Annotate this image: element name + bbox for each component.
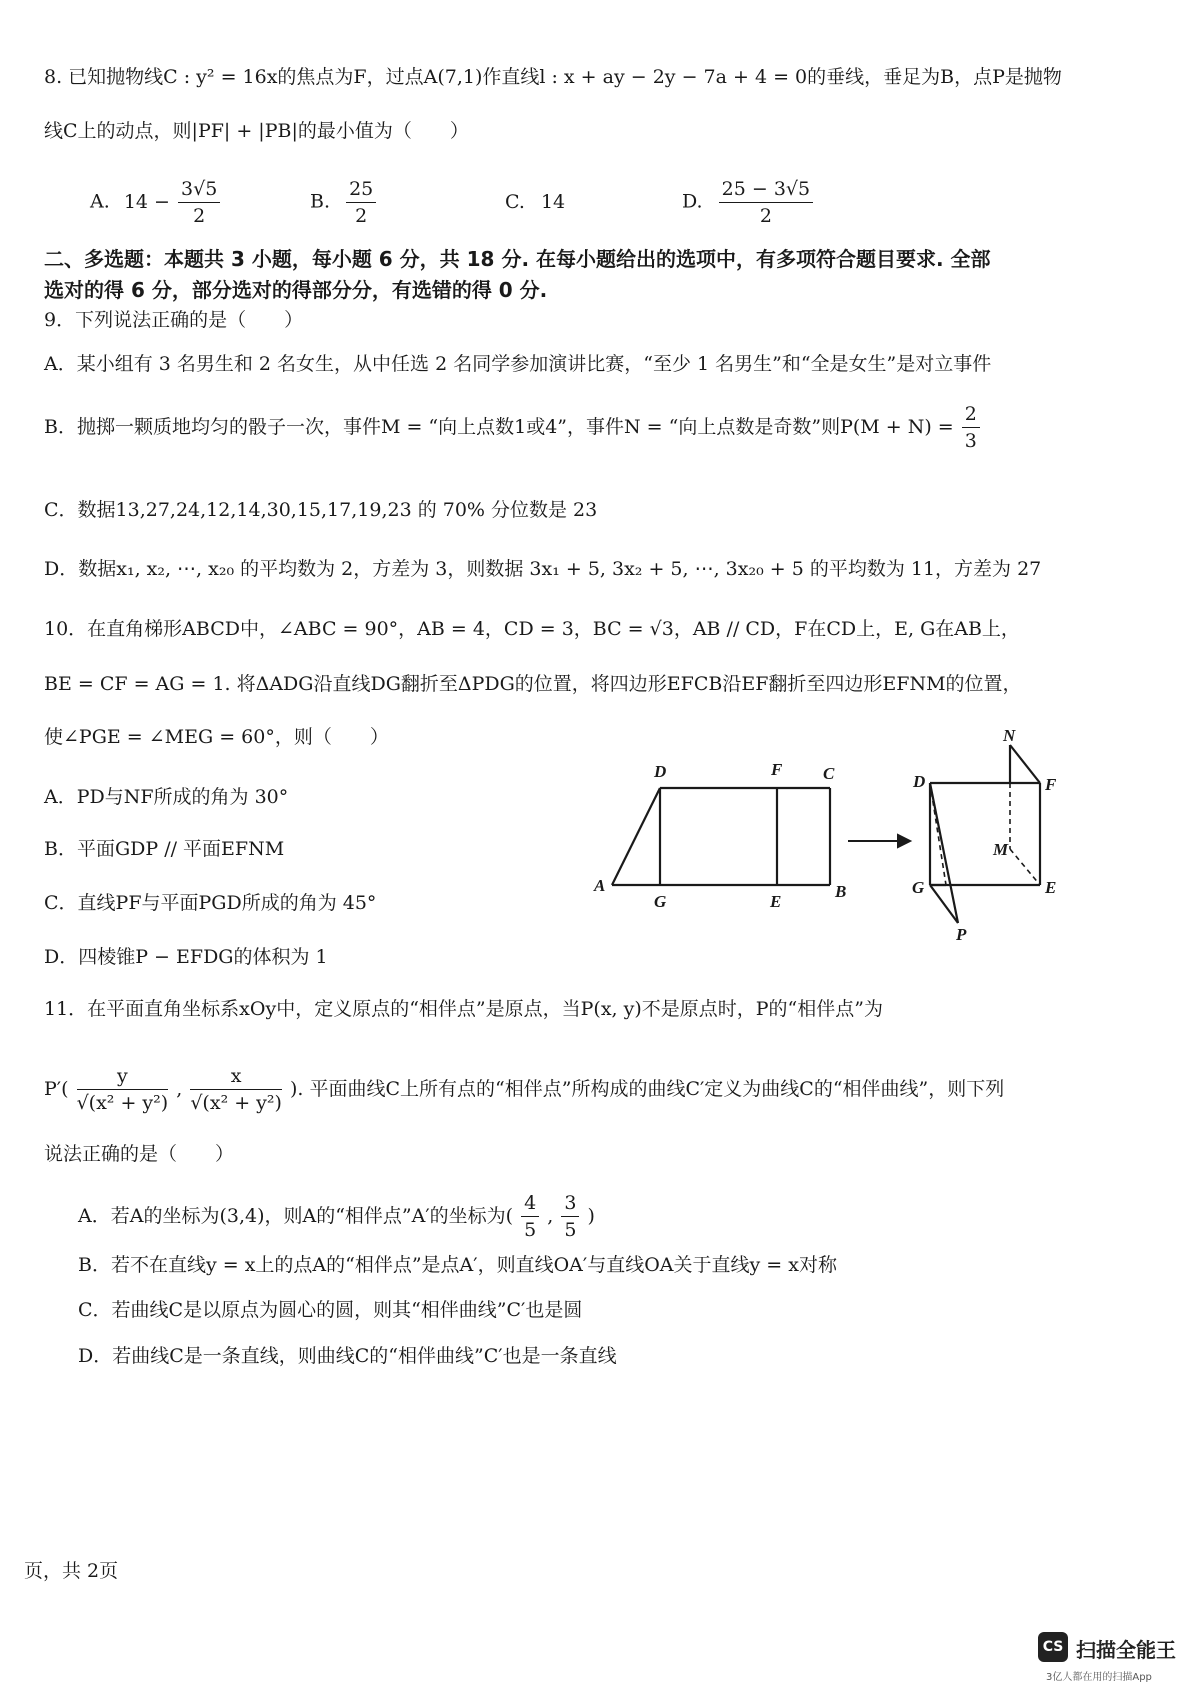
q8-line1: 8. 已知抛物线C : y² = 16x的焦点为F，过点A(7,1)作直线l : x + ay − 2y − 7a + 4 = 0的垂线，垂足为B，点P是抛物	[44, 66, 1062, 88]
q8-option-a	[90, 176, 222, 229]
fig-label-b: B	[835, 882, 847, 901]
fig-label-e: E	[770, 892, 782, 911]
q8-option-b-numerator: 25	[346, 176, 376, 203]
fig-label-p: P	[956, 925, 967, 944]
q11-fraction-1-denominator: √(x² + y²)	[76, 1091, 169, 1114]
fig-label-g: G	[654, 892, 667, 911]
q9-option-b-denominator: 3	[964, 429, 977, 452]
q9-option-b-fraction	[962, 401, 980, 454]
q8-option-a-fraction	[178, 176, 220, 229]
camscanner-watermark	[1038, 1632, 1188, 1682]
fig-label-f: F	[771, 760, 783, 779]
section-2-heading-line1: 二、多选题：本题共 3 小题，每小题 6 分，共 18 分. 在每小题给出的选项中，有多项符合题目要求. 全部	[44, 247, 991, 271]
q8-option-d-denominator: 2	[759, 205, 772, 227]
q11-pprime: P′(	[44, 1078, 69, 1100]
q9-option-c: C．数据13,27,24,12,14,30,15,17,19,23 的 70% 分位数是 23	[44, 499, 598, 521]
q11-option-a-close: )	[587, 1205, 595, 1227]
q8-option-d-numerator: 25 − 3√5	[719, 176, 813, 203]
q11-option-a-numerator-1: 4	[521, 1190, 539, 1217]
q10-option-b: B．平面GDP // 平面EFNM	[44, 838, 285, 860]
fig-label-e2: E	[1045, 878, 1057, 897]
q11-option-a-fraction-1	[521, 1190, 539, 1243]
q11-line2-text: ). 平面曲线C上所有点的“相伴点”所构成的曲线C′定义为曲线C的“相伴曲线”，则下列	[290, 1078, 1005, 1100]
q11-fraction-2-denominator: √(x² + y²)	[190, 1091, 282, 1114]
fig-label-a: A	[594, 876, 606, 895]
q8-option-a-label: A.	[90, 190, 110, 213]
fig-label-m: M	[993, 840, 1009, 859]
q11-line1: 11．在平面直角坐标系xOy中，定义原点的“相伴点”是原点，当P(x, y)不是原点时，P的“相伴点”为	[44, 998, 883, 1020]
q11-fraction-2-numerator: x	[190, 1063, 282, 1090]
q11-option-a-text: A．若A的坐标为(3,4)，则A的“相伴点”A′的坐标为(	[78, 1205, 514, 1227]
q11-fraction-1-numerator: y	[77, 1063, 169, 1090]
camscanner-subtitle: 3亿人都在用的扫描App	[1046, 1672, 1152, 1683]
q10-option-a: A．PD与NF所成的角为 30°	[44, 786, 289, 808]
section-2-heading-line2: 选对的得 6 分，部分选对的得部分分，有选错的得 0 分.	[44, 278, 548, 302]
q11-option-d: D．若曲线C是一条直线，则曲线C的“相伴曲线”C′也是一条直线	[78, 1345, 617, 1367]
q8-option-d-fraction	[719, 176, 813, 229]
q8-option-b-label: B.	[310, 190, 331, 213]
q11-option-a-numerator-2: 3	[561, 1190, 579, 1217]
q10-line3: 使∠PGE = ∠MEG = 60°，则（ ）	[44, 726, 389, 748]
q11-option-a	[78, 1185, 595, 1246]
q11-line3: 说法正确的是（ ）	[44, 1143, 235, 1165]
camscanner-logo-icon: CS	[1038, 1632, 1068, 1662]
fig-label-d2: D	[913, 772, 926, 791]
q8-option-d-label: D.	[682, 190, 703, 213]
q11-option-b: B．若不在直线y = x上的点A的“相伴点”是点A′，则直线OA′与直线OA关于直线y = x对称	[78, 1254, 837, 1276]
q9-stem: 9．下列说法正确的是（ ）	[44, 309, 304, 331]
q10-option-c: C．直线PF与平面PGD所成的角为 45°	[44, 892, 377, 914]
q10-geometry-figure	[590, 725, 1090, 945]
q8-option-b-fraction	[346, 176, 376, 229]
page-footer: 页，共 2页	[24, 1560, 119, 1582]
q11-option-a-denominator-2: 5	[564, 1218, 577, 1241]
q8-option-a-numerator: 3√5	[178, 176, 220, 203]
q9-option-b-numerator: 2	[962, 401, 980, 428]
q8-line2: 线C上的动点，则|PF| + |PB|的最小值为（ ）	[44, 120, 469, 142]
q11-comma: ,	[176, 1078, 183, 1100]
q8-option-a-prefix: 14 −	[123, 190, 170, 213]
q9-option-b-text: B．抛掷一颗质地均匀的骰子一次，事件M = “向上点数1或4”，事件N = “向上点数是奇数”则P(M + N) =	[44, 416, 954, 438]
fig-label-f2: F	[1045, 775, 1057, 794]
q9-option-b	[44, 396, 982, 457]
q10-option-d: D．四棱锥P − EFDG的体积为 1	[44, 946, 328, 968]
fig-label-c: C	[823, 764, 835, 783]
q11-option-a-denominator-1: 5	[524, 1218, 537, 1241]
fig-label-g2: G	[912, 878, 925, 897]
q8-option-a-denominator: 2	[193, 205, 206, 227]
q11-line2	[44, 1053, 1004, 1124]
q11-option-c: C．若曲线C是以原点为圆心的圆，则其“相伴曲线”C′也是圆	[78, 1299, 583, 1321]
fig-label-d: D	[654, 762, 667, 781]
q8-option-d	[682, 176, 815, 229]
q8-option-b-denominator: 2	[355, 205, 368, 227]
q11-fraction-1	[77, 1063, 169, 1116]
camscanner-title: 扫描全能王	[1076, 1638, 1176, 1662]
q8-option-c-value: 14	[540, 191, 566, 213]
q8-option-b	[310, 176, 378, 229]
q9-option-a: A．某小组有 3 名男生和 2 名女生，从中任选 2 名同学参加演讲比赛，“至少 1 名男生”和“全是女生”是对立事件	[44, 353, 992, 375]
q10-line2: BE = CF = AG = 1. 将ΔADG沿直线DG翻折至ΔPDG的位置，将四边形EFCB沿EF翻折至四边形EFNM的位置，	[44, 673, 1022, 695]
q8-option-c	[505, 191, 565, 213]
q10-line1: 10．在直角梯形ABCD中，∠ABC = 90°，AB = 4，CD = 3，BC = √3，AB // CD，F在CD上，E, G在AB上，	[44, 618, 1020, 640]
fig-label-n: N	[1003, 726, 1016, 745]
q11-option-a-comma: ,	[547, 1205, 554, 1227]
q8-option-c-label: C.	[505, 191, 525, 213]
q11-option-a-fraction-2	[561, 1190, 579, 1243]
q11-fraction-2	[190, 1063, 282, 1116]
q9-option-d: D．数据x₁, x₂, ⋯, x₂₀ 的平均数为 2，方差为 3，则数据 3x₁ + 5, 3x₂ + 5, ⋯, 3x₂₀ + 5 的平均数为 11，方差为 27	[44, 558, 1042, 580]
